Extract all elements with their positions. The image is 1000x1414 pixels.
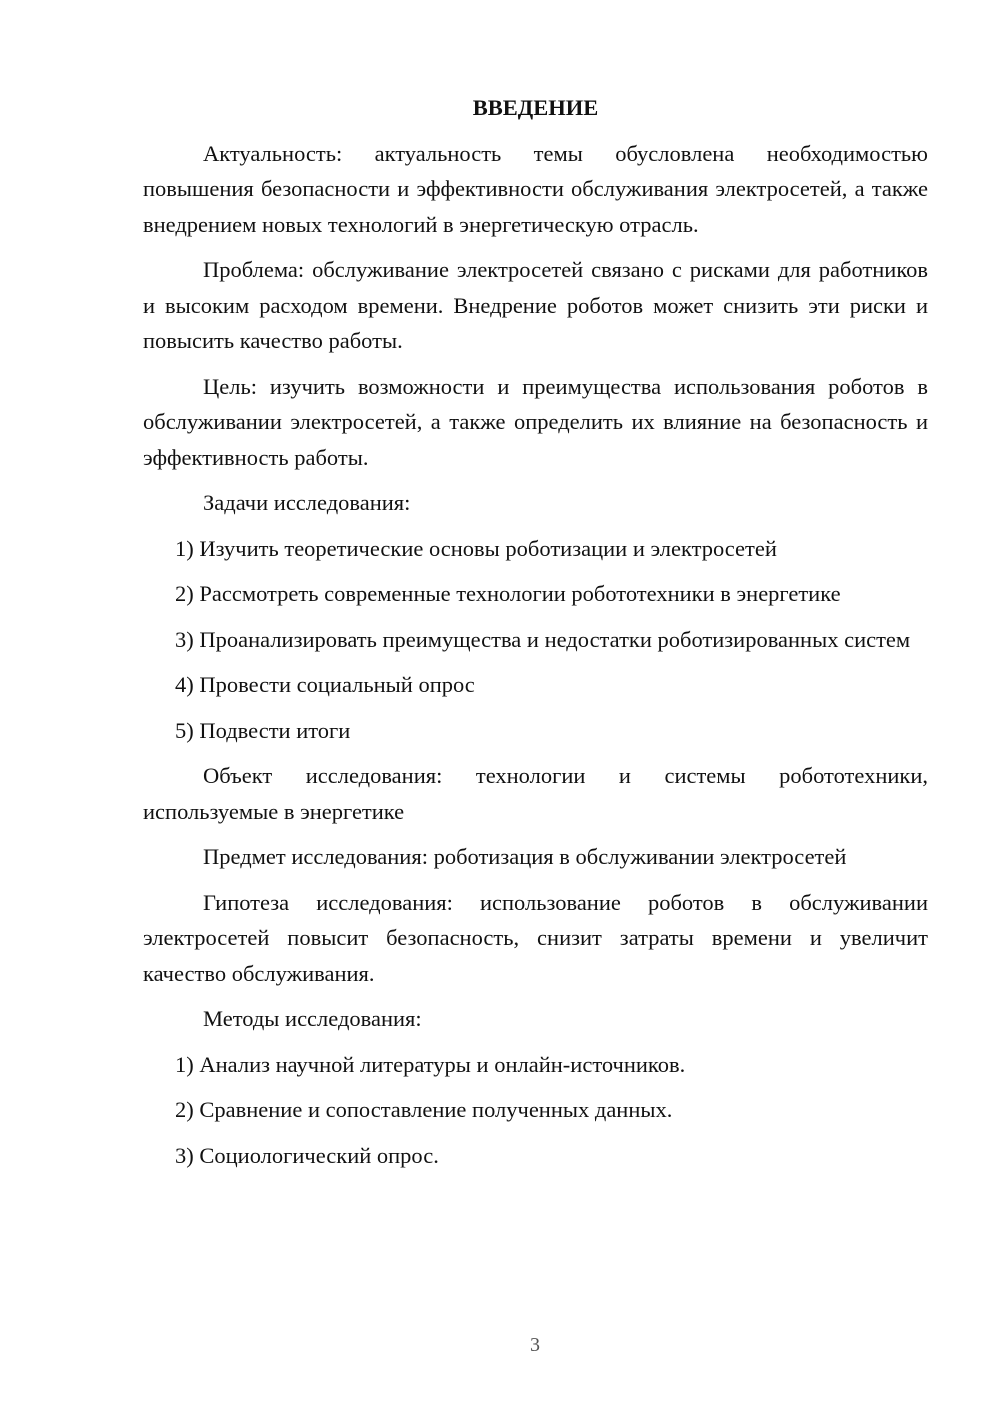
task-item: 4) Провести социальный опрос [175,672,475,697]
tasks-heading: Задачи исследования: [203,490,411,515]
task-item: 3) Проанализировать преимущества и недостатки роботизированных систем [175,626,911,652]
problem-paragraph: Проблема: обслуживание электросетей связано с рисками для работников и высоким расходом времени. Внедрение роботов может снизить эти риски и повысить качество работы. [143,257,928,353]
task-item: 2) Рассмотреть современные технологии робототехники в энергетике [175,581,841,606]
goal-paragraph: Цель: изучить возможности и преимущества использования роботов в обслуживании электросетей, а также определить их влияние на безопасность и эффективность работы. [143,373,928,470]
task-item: 1) Изучить теоретические основы роботизации и электросетей [175,535,777,561]
task-item: 5) Подвести итоги [175,717,351,743]
page-number: 3 [530,1334,540,1356]
document-body [143,90,928,1183]
section-title: ВВЕДЕНИЕ [472,95,599,120]
hypothesis-paragraph: Гипотеза исследования: использование роботов в обслуживании электросетей повысит безопасность, снизит затраты времени и увеличит качество обслуживания. [143,889,928,986]
object-paragraph: Объект исследования: технологии и системы робототехники, используемые в энергетике [143,763,928,824]
subject-paragraph: Предмет исследования: роботизация в обслуживании электросетей [203,844,847,869]
relevance-paragraph: Актуальность: актуальность темы обусловлена необходимостью повышения безопасности и эффективности обслуживания электросетей, а также внедрением новых технологий в энергетическую отрасль. [143,140,928,237]
methods-heading: Методы исследования: [203,1006,422,1031]
method-item: 1) Анализ научной литературы и онлайн-источников. [175,1051,686,1077]
method-item: 2) Сравнение и сопоставление полученных данных. [175,1097,673,1122]
method-item: 3) Социологический опрос. [175,1142,439,1168]
